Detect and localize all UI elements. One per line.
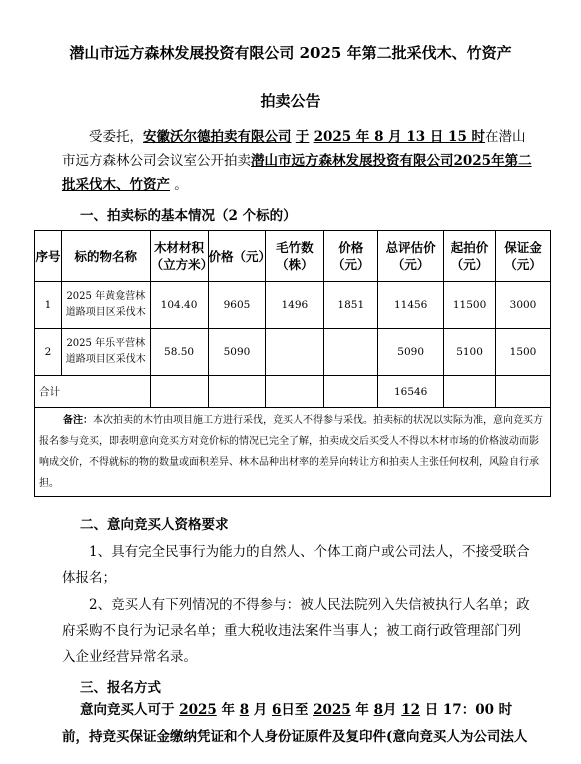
table-cell: 5090 bbox=[208, 329, 266, 376]
table-cell: 9605 bbox=[208, 282, 266, 329]
registration-line-1: 意向竞买人可于 2025 年 8 月 6日至 2025 年 8月 12 日 17：00 时 bbox=[80, 702, 513, 718]
requirement-1: 1、具有完全民事行为能力的自然人、个体工商户或公司法人，不接受联合体报名； bbox=[62, 544, 530, 586]
table-header-cell: 标的物名称 bbox=[61, 231, 150, 282]
table-note bbox=[35, 408, 551, 497]
section-heading-1: 一、拍卖标的基本情况（2 个标的） bbox=[80, 208, 297, 224]
intro-paragraph bbox=[62, 125, 532, 197]
section-heading-2: 二、意向竞买人资格要求 bbox=[80, 517, 229, 533]
table-cell bbox=[324, 329, 378, 376]
auctioneer-name: 安徽沃尔德拍卖有限公司 bbox=[143, 129, 292, 145]
intro-text-4: 。 bbox=[174, 177, 188, 193]
table-header-cell: 起拍价（元） bbox=[444, 231, 496, 282]
auction-subject: 潜山市远方森林发展投资有限公司2025年第二批采伐木、竹资产 bbox=[62, 153, 532, 193]
table-cell: 58.50 bbox=[150, 329, 208, 376]
auction-items-table bbox=[34, 230, 551, 497]
note-text: 本次拍卖的木竹由项目施工方进行采伐，竞买人不得参与采伐。拍卖标的状况以实际为准，意向竞买方报名参与竞买，即表明意向竞买方对竞价标的情况已完全了解，拍卖成交后买受人不得以木材市场的价格波动而影响成交价，不得就标的物的数量或面积差异、林木品种出材率的差异向转让方和拍卖人主张任何权利，风险自行承担。 bbox=[39, 415, 543, 489]
table-cell: 11500 bbox=[444, 282, 496, 329]
table-header-cell: 价格（元） bbox=[324, 231, 378, 282]
table-header-cell: 价格（元） bbox=[208, 231, 266, 282]
table-header-cell: 序号 bbox=[35, 231, 62, 282]
intro-text-1: 受委托， bbox=[89, 129, 143, 145]
registration-line-2: 前，持竞买保证金缴纳凭证和个人身份证原件及复印件(意向竞买人为公司法人 bbox=[62, 729, 528, 745]
section-heading-3: 三、报名方式 bbox=[80, 680, 161, 696]
page-title-line2: 拍卖公告 bbox=[260, 92, 321, 110]
table-note-row bbox=[35, 408, 551, 497]
table-cell: 3000 bbox=[496, 282, 551, 329]
auction-date: 2025 年 8 月 13 日 15 时 bbox=[313, 129, 486, 145]
note-label: 备注： bbox=[63, 415, 93, 426]
table-header-cell: 保证金（元） bbox=[496, 231, 551, 282]
table-total-row bbox=[35, 376, 551, 408]
table-cell: 1851 bbox=[324, 282, 378, 329]
table-cell: 1 bbox=[35, 282, 62, 329]
total-label: 合计 bbox=[35, 376, 151, 408]
intro-text-3: 在潜山市远方森林公司会议室公开拍卖 bbox=[62, 129, 526, 169]
table-header-cell: 毛竹数（株） bbox=[266, 231, 324, 282]
requirement-2: 2、竞买人有下列情况的不得参与：被人民法院列入失信被执行人名单；政府采购不良行为记录名单；重大税收违法案件当事人；被工商行政管理部门列入企业经营异常名录。 bbox=[62, 597, 530, 665]
table-cell: 2025 年乐平营林道路项目区采伐木 bbox=[61, 329, 150, 376]
table-row bbox=[35, 329, 551, 376]
table-cell: 2 bbox=[35, 329, 62, 376]
table-header-row bbox=[35, 231, 551, 282]
table-cell: 104.40 bbox=[150, 282, 208, 329]
table-cell bbox=[266, 329, 324, 376]
table-cell: 5100 bbox=[444, 329, 496, 376]
page-title-line1: 潜山市远方森林发展投资有限公司 2025 年第二批采伐木、竹资产 bbox=[69, 44, 512, 62]
total-value: 16546 bbox=[378, 376, 444, 408]
table-cell: 2025 年黄龛营林道路项目区采伐木 bbox=[61, 282, 150, 329]
table-cell: 5090 bbox=[378, 329, 444, 376]
table-cell: 1496 bbox=[266, 282, 324, 329]
table-row bbox=[35, 282, 551, 329]
table-header-cell: 总评估价（元） bbox=[378, 231, 444, 282]
intro-text-2: 于 bbox=[295, 129, 310, 145]
table-cell: 1500 bbox=[496, 329, 551, 376]
table-header-cell: 木材材积（立方米） bbox=[150, 231, 208, 282]
table-cell: 11456 bbox=[378, 282, 444, 329]
